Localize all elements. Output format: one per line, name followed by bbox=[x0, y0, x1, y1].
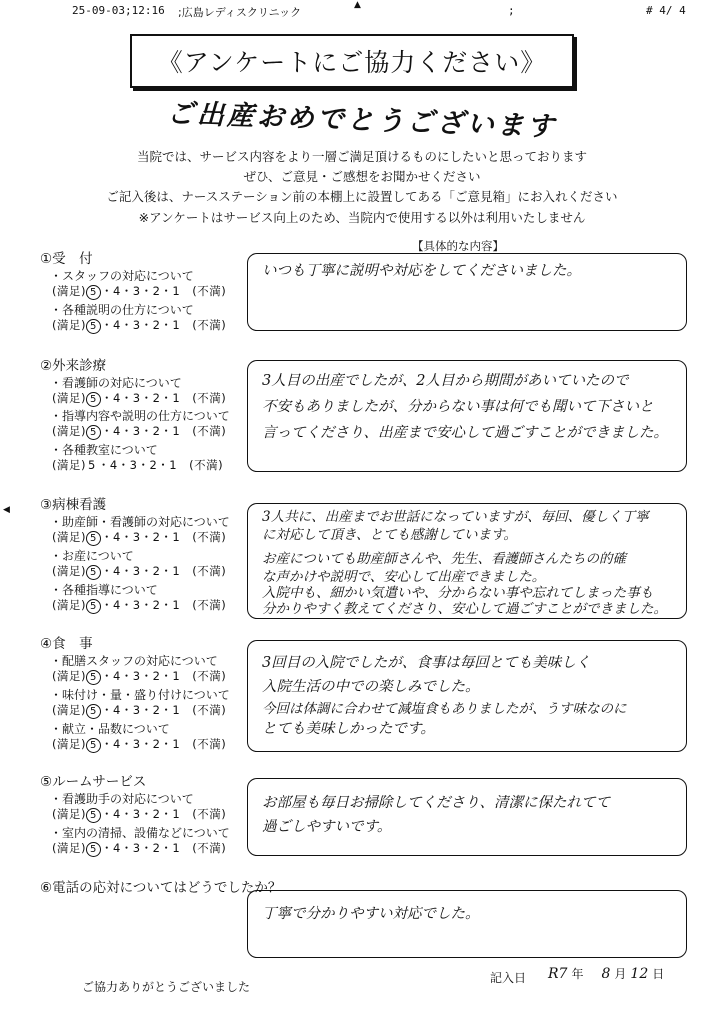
rating-left-label: (満足) bbox=[52, 564, 86, 578]
rating-row[interactable]: (満足) 5 ・4・3・2・1 (不満) bbox=[52, 318, 227, 332]
rating-circle[interactable]: 5 bbox=[86, 738, 101, 753]
item-label: ・助産師・看護師の対応について bbox=[50, 515, 230, 529]
rating-left-label: (満足) bbox=[52, 703, 86, 717]
item-label: ・各種説明の仕方について bbox=[50, 303, 194, 317]
year-value: R7 bbox=[548, 966, 568, 982]
left-arrow-icon: ◀ bbox=[3, 505, 10, 515]
comment-line: 3回目の入院でしたが、食事は毎回とても美味しく bbox=[262, 655, 591, 671]
section-title-meals: ④食 事 bbox=[40, 636, 93, 652]
item-label: ・室内の清掃、設備などについて bbox=[50, 826, 230, 840]
rating-left-label: (満足) bbox=[52, 841, 86, 855]
rating-row[interactable]: (満足) 5 ・4・3・2・1 (不満) bbox=[52, 391, 227, 405]
rating-circle[interactable]: 5 bbox=[86, 531, 101, 546]
year-unit: 年 bbox=[571, 967, 584, 981]
rating-right-label: (不満) bbox=[192, 737, 227, 751]
rating-row[interactable]: (満足) 5 ・4・3・2・1 (不満) bbox=[52, 564, 227, 578]
survey-title: 《アンケートにご協力ください》 bbox=[130, 34, 574, 88]
intro-line-2: ぜひ、ご意見・ご感想をお聞かせください bbox=[243, 169, 481, 184]
item-label: ・献立・品数について bbox=[50, 722, 170, 736]
rating-value[interactable]: 5 bbox=[87, 458, 96, 472]
comment-line: とても美味しかったです。 bbox=[262, 721, 435, 737]
rating-circle[interactable]: 5 bbox=[86, 392, 101, 407]
item-label: ・味付け・量・盛り付けについて bbox=[50, 688, 230, 702]
rating-row[interactable]: (満足) 5 ・4・3・2・1 (不満) bbox=[52, 841, 227, 855]
comment-line: 分かりやすく教えてくださり、安心して過ごすことができました。 bbox=[262, 601, 667, 617]
comment-line: 3人目の出産でしたが、2人目から期間があいていたので bbox=[262, 373, 629, 389]
rating-numbers: 4・3・2・1 bbox=[112, 807, 181, 821]
rating-right-label: (不満) bbox=[192, 391, 227, 405]
rating-circle[interactable]: 5 bbox=[86, 565, 101, 580]
rating-left-label: (満足) bbox=[52, 284, 86, 298]
section-title-reception: ①受 付 bbox=[40, 251, 93, 267]
rating-right-label: (不満) bbox=[192, 284, 227, 298]
rating-row[interactable]: (満足) 5 ・4・3・2・1 (不満) bbox=[52, 458, 224, 472]
month-unit: 月 bbox=[614, 967, 627, 981]
rating-circle[interactable]: 5 bbox=[86, 670, 101, 685]
section-title-outpatient: ②外来診療 bbox=[40, 358, 107, 374]
item-label: ・看護師の対応について bbox=[50, 376, 182, 390]
comment-line: 3人共に、出産までお世話になっていますが、毎回、優しく丁寧 bbox=[262, 509, 649, 525]
intro-line-3: ご記入後は、ナースステーション前の本棚上に設置してある「ご意見箱」にお入れください bbox=[106, 189, 618, 204]
fax-sender: ;広島レディスクリニック bbox=[178, 6, 302, 19]
section-title-phone: ⑥電話の応対についてはどうでしたか？ bbox=[40, 880, 282, 896]
item-label: ・配膳スタッフの対応について bbox=[50, 654, 218, 668]
comment-line: お産についても助産師さんや、先生、看護師さんたちの的確 bbox=[262, 551, 626, 567]
rating-numbers: 4・3・2・1 bbox=[112, 669, 181, 683]
month-value: 8 bbox=[601, 966, 611, 982]
rating-right-label: (不満) bbox=[192, 564, 227, 578]
rating-left-label: (満足) bbox=[52, 530, 86, 544]
comment-line: 入院生活の中での楽しみでした。 bbox=[262, 679, 480, 695]
section-title-room-service: ⑤ルームサービス bbox=[40, 774, 147, 790]
item-label: ・各種教室について bbox=[50, 443, 158, 457]
comment-line: 過ごしやすいです。 bbox=[262, 819, 392, 835]
day-value: 12 bbox=[630, 966, 649, 982]
rating-numbers: 4・3・2・1 bbox=[112, 564, 181, 578]
rating-numbers: 4・3・2・1 bbox=[112, 318, 181, 332]
rating-circle[interactable]: 5 bbox=[86, 599, 101, 614]
rating-right-label: (不満) bbox=[192, 530, 227, 544]
item-label: ・スタッフの対応について bbox=[50, 269, 194, 283]
comment-line: 今回は体調に合わせて減塩食もありましたが、うす味なのに bbox=[262, 701, 627, 717]
rating-row[interactable]: (満足) 5 ・4・3・2・1 (不満) bbox=[52, 669, 227, 683]
rating-left-label: (満足) bbox=[52, 458, 86, 472]
rating-left-label: (満足) bbox=[52, 669, 86, 683]
rating-numbers: 4・3・2・1 bbox=[112, 598, 181, 612]
rating-row[interactable]: (満足) 5 ・4・3・2・1 (不満) bbox=[52, 424, 227, 438]
details-header: 【具体的な内容】 bbox=[412, 239, 504, 253]
rating-left-label: (満足) bbox=[52, 737, 86, 751]
section-title-ward: ③病棟看護 bbox=[40, 497, 107, 513]
congrats-heading: ご出産おめでとうございます bbox=[166, 98, 558, 143]
rating-row[interactable]: (満足) 5 ・4・3・2・1 (不満) bbox=[52, 703, 227, 717]
rating-circle[interactable]: 5 bbox=[86, 808, 101, 823]
rating-numbers: 4・3・2・1 bbox=[112, 841, 181, 855]
rating-right-label: (不満) bbox=[192, 669, 227, 683]
rating-row[interactable]: (満足) 5 ・4・3・2・1 (不満) bbox=[52, 807, 227, 821]
comment-line: 入院中も、細かい気遣いや、分からない事や忘れてしまった事も bbox=[262, 585, 654, 601]
rating-right-label: (不満) bbox=[192, 424, 227, 438]
rating-left-label: (満足) bbox=[52, 318, 86, 332]
item-label: ・各種指導について bbox=[50, 583, 158, 597]
rating-numbers: 4・3・2・1 bbox=[112, 530, 181, 544]
rating-row[interactable]: (満足) 5 ・4・3・2・1 (不満) bbox=[52, 530, 227, 544]
item-label: ・看護助手の対応について bbox=[50, 792, 194, 806]
rating-right-label: (不満) bbox=[192, 318, 227, 332]
rating-circle[interactable]: 5 bbox=[86, 842, 101, 857]
rating-numbers: 4・3・2・1 bbox=[109, 458, 178, 472]
rating-right-label: (不満) bbox=[189, 458, 224, 472]
comment-line: いつも丁寧に説明や対応をしてくださいました。 bbox=[262, 263, 581, 279]
rating-circle[interactable]: 5 bbox=[86, 425, 101, 440]
rating-row[interactable]: (満足) 5 ・4・3・2・1 (不満) bbox=[52, 284, 227, 298]
rating-circle[interactable]: 5 bbox=[86, 285, 101, 300]
intro-line-1: 当院では、サービス内容をより一層ご満足頂けるものにしたいと思っております bbox=[136, 149, 587, 164]
rating-left-label: (満足) bbox=[52, 391, 86, 405]
rating-numbers: 4・3・2・1 bbox=[112, 703, 181, 717]
rating-row[interactable]: (満足) 5 ・4・3・2・1 (不満) bbox=[52, 737, 227, 751]
comment-line: 言ってくださり、出産まで安心して過ごすことができました。 bbox=[262, 425, 668, 441]
rating-left-label: (満足) bbox=[52, 598, 86, 612]
rating-circle[interactable]: 5 bbox=[86, 319, 101, 334]
rating-right-label: (不満) bbox=[192, 703, 227, 717]
rating-numbers: 4・3・2・1 bbox=[112, 284, 181, 298]
rating-numbers: 4・3・2・1 bbox=[112, 424, 181, 438]
rating-right-label: (不満) bbox=[192, 807, 227, 821]
day-unit: 日 bbox=[652, 967, 665, 981]
rating-right-label: (不満) bbox=[192, 598, 227, 612]
comment-line: お部屋も毎日お掃除してくださり、清潔に保たれてて bbox=[262, 795, 610, 811]
fax-datetime: 25-09-03;12:16 bbox=[72, 4, 165, 17]
intro-line-4: ※アンケートはサービス向上のため、当院内で使用する以外は利用いたしません bbox=[138, 210, 586, 225]
rating-numbers: 4・3・2・1 bbox=[112, 737, 181, 751]
rating-right-label: (不満) bbox=[192, 841, 227, 855]
rating-left-label: (満足) bbox=[52, 807, 86, 821]
item-label: ・指導内容や説明の仕方について bbox=[50, 409, 230, 423]
item-label: ・お産について bbox=[50, 549, 134, 563]
fax-separator: ; bbox=[508, 4, 515, 17]
comment-line: 丁寧で分かりやすい対応でした。 bbox=[262, 906, 480, 922]
rating-row[interactable]: (満足) 5 ・4・3・2・1 (不満) bbox=[52, 598, 227, 612]
rating-left-label: (満足) bbox=[52, 424, 86, 438]
fax-arrow-icon: ▲ bbox=[354, 0, 361, 10]
comment-line: 不安もありましたが、分からない事は何でも聞いて下さいと bbox=[262, 399, 654, 415]
rating-numbers: 4・3・2・1 bbox=[112, 391, 181, 405]
thanks-text: ご協力ありがとうございました bbox=[82, 980, 251, 994]
rating-circle[interactable]: 5 bbox=[86, 704, 101, 719]
date-label: 記入日 bbox=[490, 971, 527, 985]
date-field[interactable] bbox=[548, 965, 664, 982]
fax-page: # 4/ 4 bbox=[646, 4, 686, 17]
comment-line: に対応して頂き、とても感謝しています。 bbox=[262, 527, 517, 543]
comment-line: な声かけや説明で、安心して出産できました。 bbox=[262, 569, 546, 585]
